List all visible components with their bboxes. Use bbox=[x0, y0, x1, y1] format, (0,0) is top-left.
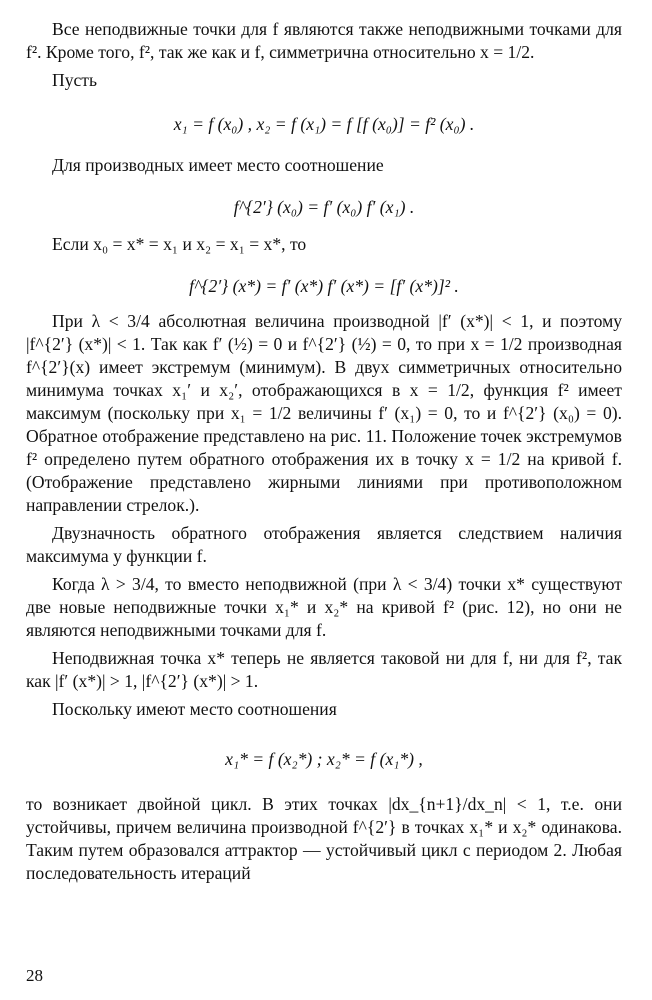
paragraph-7: Когда λ > 3/4, то вместо неподвижной (при λ < 3/4) точки x* существуют две новые неподвижные точки x₁* и x₂* на кривой f² (рис. 12), но они не являются неподвижными точками для f. bbox=[26, 574, 622, 640]
paragraph-1: Все неподвижные точки для f являются также неподвижными точками для f². Кроме того, f², так же как и f, симметрична относительно x = 1/2. bbox=[26, 19, 622, 62]
paragraph-3: Для производных имеет место соотношение bbox=[52, 155, 384, 175]
paragraph-10: то возникает двойной цикл. В этих точках |dx_{n+1}/dx_n| < 1, т.е. они устойчивы, причем величина производной f^{2′} в точках x₁* и x₂* одинакова. Таким путем образовался аттрактор — устойчивый цикл с периодом 2. Любая последовательность итераций bbox=[26, 794, 622, 883]
page-number: 28 bbox=[26, 966, 43, 985]
page-body bbox=[26, 18, 622, 885]
paragraph-4: Если x₀ = x* = x₁ и x₂ = x₁ = x*, то bbox=[52, 234, 307, 254]
equation-2: f^{2′} (x₀) = f′ (x₀) f′ (x₁) . bbox=[233, 197, 415, 217]
paragraph-5: При λ < 3/4 абсолютная величина производной |f′ (x*)| < 1, и поэтому |f^{2′} (x*)| < 1. Так как f′ (½) = 0 и f^{2′} (½) = 0, то при x = 1/2 производная f^{2′}(x) имеет экстремум (минимум). В двух симметричных относительно минимума точках x₁′ и x₂′, отображающихся в x = 1/2, функция f² имеет максимум (поскольку при x₁ = 1/2 величины f′ (x₁) = 0, то и f^{2′} (x₀) = 0). Обратное отображение представлено на рис. 11. Положение точек экстремумов f² определено путем обратного отображения их в точку x = 1/2 на кривой f. (Отображение представлено жирными линиями при противоположном направлении стрелок.). bbox=[26, 311, 622, 515]
paragraph-9: Поскольку имеют место соотношения bbox=[52, 699, 337, 719]
equation-3: f^{2′} (x*) = f′ (x*) f′ (x*) = [f′ (x*)]² . bbox=[189, 276, 459, 296]
paragraph-8: Неподвижная точка x* теперь не является таковой ни для f, ни для f², так как |f′ (x*)| > 1, |f^{2′} (x*)| > 1. bbox=[26, 648, 622, 691]
equation-4: x₁* = f (x₂*) ; x₂* = f (x₁*) , bbox=[225, 749, 423, 769]
equation-1: x₁ = f (x₀) , x₂ = f (x₁) = f [f (x₀)] = f² (x₀) . bbox=[173, 114, 475, 134]
paragraph-6: Двузначность обратного отображения является следствием наличия максимума у функции f. bbox=[26, 523, 622, 566]
paragraph-2: Пусть bbox=[52, 70, 98, 90]
